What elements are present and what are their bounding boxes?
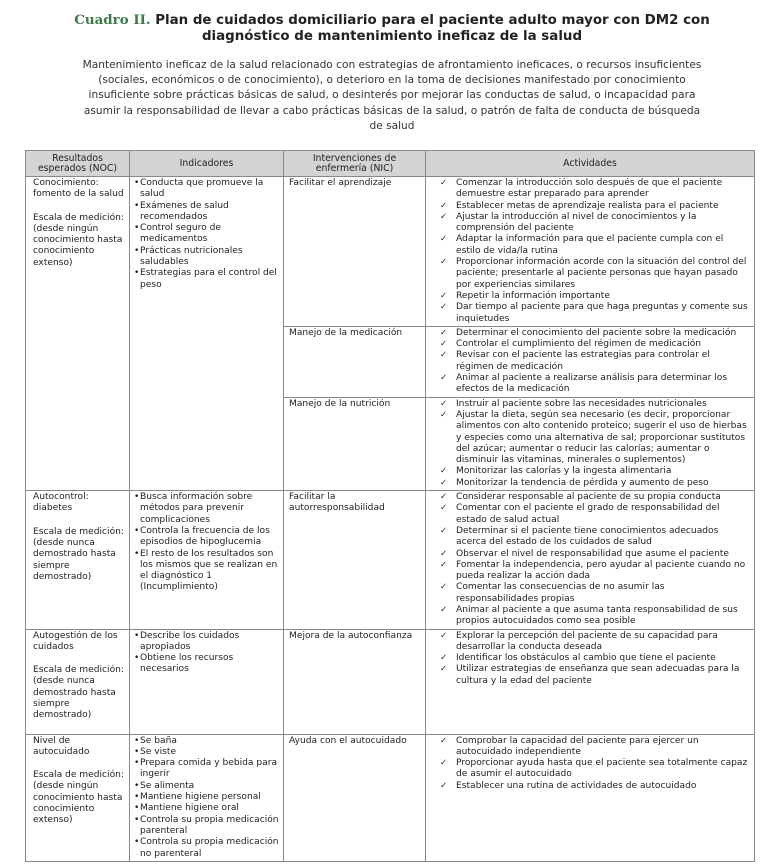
indicator-item: • Controla su propia medicación parenteral bbox=[134, 815, 279, 838]
activities-cell bbox=[426, 629, 755, 734]
activity-item: ✓ Determinar si el paciente tiene conocimientos adecuados acerca del estado de los cuidados de salud bbox=[452, 526, 748, 549]
activities-cell bbox=[426, 491, 755, 630]
activity-item: ✓ Revisar con el paciente las estrategias para controlar el régimen de medicación bbox=[452, 350, 748, 373]
table-row bbox=[26, 629, 755, 734]
indicator-item: • Control seguro de medicamentos bbox=[134, 223, 279, 246]
care-plan-table bbox=[25, 150, 755, 862]
activity-item: ✓ Repetir la información importante bbox=[452, 291, 748, 302]
indicator-item: • Prepara comida y bebida para ingerir bbox=[134, 758, 279, 781]
indicator-item: • Prácticas nutricionales saludables bbox=[134, 246, 279, 269]
nic-cell: Facilitar el aprendizaje bbox=[284, 177, 426, 327]
indicator-item: • Controla su propia medicación no parenteral bbox=[134, 837, 279, 860]
activity-item: ✓ Dar tiempo al paciente para que haga preguntas y comente sus inquietudes bbox=[452, 302, 748, 325]
activity-item: ✓ Controlar el cumplimiento del régimen de medicación bbox=[452, 339, 748, 350]
table-row bbox=[26, 177, 755, 327]
activity-item: ✓ Establecer una rutina de actividades de autocuidado bbox=[452, 781, 748, 792]
indicators-cell bbox=[130, 491, 284, 630]
table-row bbox=[26, 491, 755, 630]
header-nic: Intervenciones de enfermería (NIC) bbox=[284, 151, 426, 177]
activity-item: ✓ Explorar la percepción del paciente de su capacidad para desarrollar la conducta deseada bbox=[452, 631, 748, 654]
noc-cell bbox=[26, 734, 130, 861]
activity-item: ✓ Fomentar la independencia, pero ayudar al paciente cuando no pueda realizar la acción dada bbox=[452, 560, 748, 583]
activity-item: ✓ Comentar con el paciente el grado de responsabilidad del estado de salud actual bbox=[452, 503, 748, 526]
activities-cell bbox=[426, 177, 755, 327]
diagnosis-paragraph: Mantenimiento ineficaz de la salud relacionado con estrategias de afrontamiento ineficaces, o recursos insuficientes (sociales, económicos o de conocimiento), o deterioro en la toma de decisiones manifestado por conocimiento insuficiente sobre prácticas básicas de salud, o desinterés por mejorar las conductas de salud, o incapacidad para asumir la responsabilidad de llevar a cabo prácticas básicas de la salud, o patrón de falta de conducta de búsqueda de salud bbox=[82, 59, 702, 132]
indicators-cell bbox=[130, 177, 284, 491]
activity-item: ✓ Identificar los obstáculos al cambio que tiene el paciente bbox=[452, 653, 748, 664]
indicator-item: • Estrategias para el control del peso bbox=[134, 268, 279, 291]
measurement-scale: Escala de medición: (desde nunca demostrado hasta siempre demostrado) bbox=[33, 665, 124, 721]
activity-item: ✓ Establecer metas de aprendizaje realista para el paciente bbox=[452, 201, 748, 212]
indicator-item: • Se alimenta bbox=[134, 781, 279, 792]
activity-item: ✓ Animar al paciente a que asuma tanta responsabilidad de sus propios autocuidados como sea posible bbox=[452, 605, 748, 628]
activity-item: ✓ Monitorizar las calorías y la ingesta alimentaria bbox=[452, 466, 748, 477]
noc-cell bbox=[26, 629, 130, 734]
indicator-item: • Se baña bbox=[134, 736, 279, 747]
table-row bbox=[26, 734, 755, 861]
activity-item: ✓ Utilizar estrategias de enseñanza que sean adecuadas para la cultura y la edad del paciente bbox=[452, 664, 748, 687]
header-activities: Actividades bbox=[426, 151, 755, 177]
noc-outcome: Conocimiento: fomento de la salud bbox=[33, 178, 124, 200]
indicator-item: • Conducta que promueve la salud bbox=[134, 178, 279, 201]
indicator-item: • Describe los cuidados apropiados bbox=[134, 631, 279, 654]
noc-cell bbox=[26, 177, 130, 491]
activities-cell bbox=[426, 326, 755, 397]
measurement-scale: Escala de medición: (desde ningún conocimiento hasta conocimiento extenso) bbox=[33, 770, 124, 826]
table-caption: Plan de cuidados domiciliario para el paciente adulto mayor con DM2 con diagnóstico de mantenimiento ineficaz de la salud bbox=[155, 13, 710, 44]
indicator-item: • Obtiene los recursos necesarios bbox=[134, 653, 279, 676]
activity-item: ✓ Ajustar la dieta, según sea necesario (es decir, proporcionar alimentos con alto contenido proteico; sugerir el uso de hierbas y especies como una alternativa de sal; proporcionar sustitutos del azúcar; aumentar o reducir las calorías; aumentar o disminuir las vitaminas, minerales o suplementos) bbox=[452, 410, 748, 466]
nic-cell: Manejo de la medicación bbox=[284, 326, 426, 397]
activity-item: ✓ Animar al paciente a realizarse análisis para determinar los efectos de la medicación bbox=[452, 373, 748, 396]
nic-cell: Ayuda con el autocuidado bbox=[284, 734, 426, 861]
indicators-cell bbox=[130, 629, 284, 734]
noc-cell bbox=[26, 491, 130, 630]
activity-item: ✓ Comprobar la capacidad del paciente para ejercer un autocuidado independiente bbox=[452, 736, 748, 759]
table-header-row bbox=[26, 151, 755, 177]
noc-outcome: Nivel de autocuidado bbox=[33, 735, 90, 757]
table-title bbox=[40, 12, 744, 45]
indicators-cell bbox=[130, 734, 284, 861]
indicator-item: • Mantiene higiene personal bbox=[134, 792, 279, 803]
nic-cell: Facilitar la autorresponsabilidad bbox=[284, 491, 426, 630]
nic-cell: Manejo de la nutrición bbox=[284, 397, 426, 490]
activity-item: ✓ Proporcionar ayuda hasta que el paciente sea totalmente capaz de asumir el autocuidado bbox=[452, 758, 748, 781]
activities-cell bbox=[426, 734, 755, 861]
activity-item: ✓ Adaptar la información para que el paciente cumpla con el estilo de vida/la rutina bbox=[452, 234, 748, 257]
noc-outcome: Autogestión de los cuidados bbox=[33, 630, 118, 652]
noc-outcome: Autocontrol: diabetes bbox=[33, 492, 89, 514]
header-noc: Resultados esperados (NOC) bbox=[26, 151, 130, 177]
nic-cell: Mejora de la autoconfianza bbox=[284, 629, 426, 734]
activity-item: ✓ Observar el nivel de responsabilidad que asume el paciente bbox=[452, 549, 748, 560]
table-label: Cuadro II. bbox=[74, 12, 151, 28]
measurement-scale: Escala de medición: (desde ningún conocimiento hasta conocimiento extenso) bbox=[33, 212, 124, 268]
activity-item: ✓ Proporcionar información acorde con la situación del control del paciente; presentarle al paciente personas que hayan pasado por experiencias similares bbox=[452, 257, 748, 291]
indicator-item: • El resto de los resultados son los mismos que se realizan en el diagnóstico 1 (Incumplimiento) bbox=[134, 549, 279, 594]
activity-item: ✓ Monitorizar la tendencia de pérdida y aumento de peso bbox=[452, 478, 748, 489]
activity-item: ✓ Instruir al paciente sobre las necesidades nutricionales bbox=[452, 399, 748, 410]
header-indicators: Indicadores bbox=[130, 151, 284, 177]
activity-item: ✓ Ajustar la introducción al nivel de conocimientos y la comprensión del paciente bbox=[452, 212, 748, 235]
activities-cell bbox=[426, 397, 755, 490]
measurement-scale: Escala de medición: (desde nunca demostrado hasta siempre demostrado) bbox=[33, 526, 124, 582]
activity-item: ✓ Comentar las consecuencias de no asumir las responsabilidades propias bbox=[452, 582, 748, 605]
indicator-item: • Controla la frecuencia de los episodios de hipoglucemia bbox=[134, 526, 279, 549]
indicator-item: • Mantiene higiene oral bbox=[134, 803, 279, 814]
activity-item: ✓ Determinar el conocimiento del paciente sobre la medicación bbox=[452, 328, 748, 339]
indicator-item: • Exámenes de salud recomendados bbox=[134, 201, 279, 224]
indicator-item: • Se viste bbox=[134, 747, 279, 758]
indicator-item: • Busca información sobre métodos para prevenir complicaciones bbox=[134, 492, 279, 526]
activity-item: ✓ Comenzar la introducción solo después de que el paciente demuestre estar preparado para aprender bbox=[452, 178, 748, 201]
activity-item: ✓ Considerar responsable al paciente de su propia conducta bbox=[452, 492, 748, 503]
